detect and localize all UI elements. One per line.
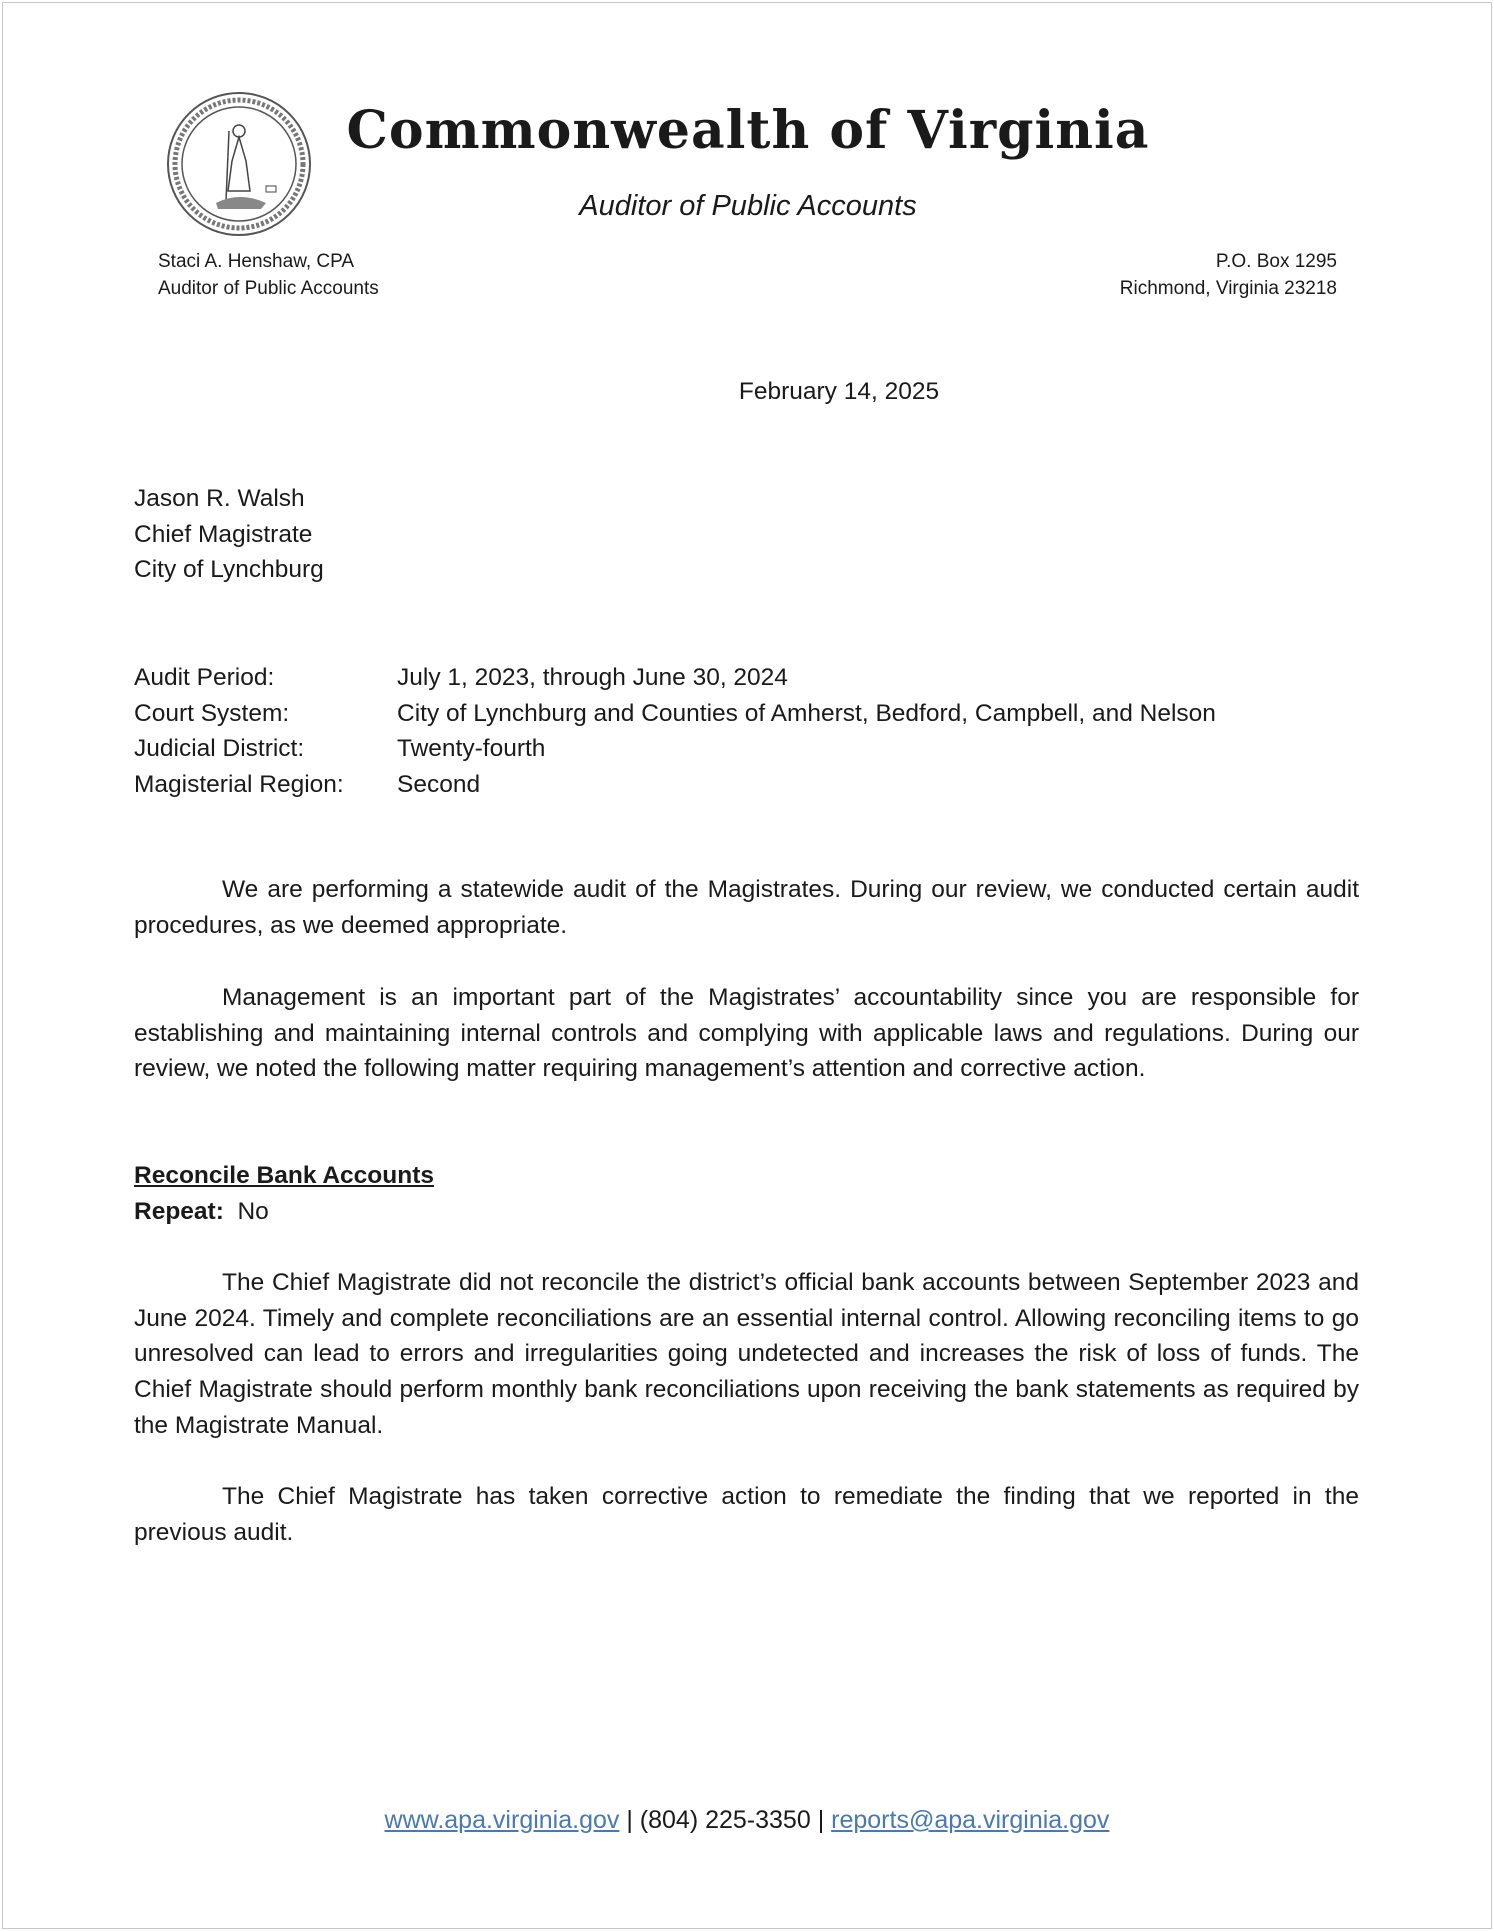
auditor-title: Auditor of Public Accounts [158, 278, 379, 299]
finding-heading: Reconcile Bank Accounts [134, 1162, 434, 1189]
email-link[interactable]: reports@apa.virginia.gov [831, 1806, 1110, 1834]
finding-header [134, 1158, 434, 1229]
addressee-block [134, 481, 324, 588]
closing-paragraph: The Chief Magistrate has taken corrective action to remediate the finding that we reported in the previous audit. [134, 1483, 1359, 1546]
letterhead-subtitle: Auditor of Public Accounts [579, 190, 917, 222]
footer [0, 1806, 1494, 1835]
letterhead-title: Commonwealth of Virginia [346, 100, 1150, 161]
office-address [1120, 248, 1337, 302]
value: City of Lynchburg and Counties of Amherst, Bedford, Campbell, and Nelson [397, 699, 1216, 727]
po-box: P.O. Box 1295 [1215, 251, 1337, 272]
judicial-district-row [134, 731, 1216, 767]
audit-details [134, 660, 1216, 803]
audit-period-row [134, 660, 1216, 696]
label: Judicial District: [134, 735, 305, 763]
intro-paragraph: We are performing a statewide audit of the Magistrates. During our review, we conducted certain audit procedures, as we deemed appropriate. [134, 876, 1359, 939]
value: Second [397, 771, 481, 799]
addressee-org: City of Lynchburg [134, 556, 324, 584]
separator: | [810, 1806, 832, 1834]
website-link[interactable]: www.apa.virginia.gov [384, 1806, 620, 1834]
management-paragraph: Management is an important part of the Magistrates’ accountability since you are responsible for establishing and maintaining internal controls and complying with applicable laws and regulations. During our review, we noted the following matter requiring management’s attention and corrective action. [134, 984, 1359, 1083]
addressee-name: Jason R. Walsh [134, 485, 305, 512]
magisterial-region-row [134, 767, 1216, 803]
repeat-value: No [237, 1197, 269, 1225]
auditor-name: Staci A. Henshaw, CPA [158, 251, 355, 272]
label: Court System: [134, 699, 290, 727]
repeat-line [134, 1194, 434, 1230]
auditor-info [158, 248, 379, 302]
label: Magisterial Region: [134, 771, 344, 799]
repeat-label: Repeat: [134, 1197, 224, 1225]
court-system-row [134, 696, 1216, 732]
letter-date: February 14, 2025 [738, 378, 940, 405]
city-state: Richmond, Virginia 23218 [1119, 278, 1337, 299]
value: Twenty-fourth [397, 735, 546, 763]
phone-number: (804) 225-3350 [639, 1806, 811, 1834]
addressee-title: Chief Magistrate [134, 520, 313, 548]
value: July 1, 2023, through June 30, 2024 [397, 664, 788, 691]
label: Audit Period: [134, 664, 275, 691]
separator: | [619, 1806, 640, 1834]
finding-paragraph: The Chief Magistrate did not reconcile the district’s official bank accounts between September 2023 and June 2024. Timely and complete reconciliations are an essential internal control. Allowing reconciling items to go unresolved can lead to errors and irregularities going undetected and increases the risk of loss of funds. The Chief Magistrate should perform monthly bank reconciliations upon receiving the bank statements as required by the Magistrate Manual. [134, 1269, 1359, 1439]
